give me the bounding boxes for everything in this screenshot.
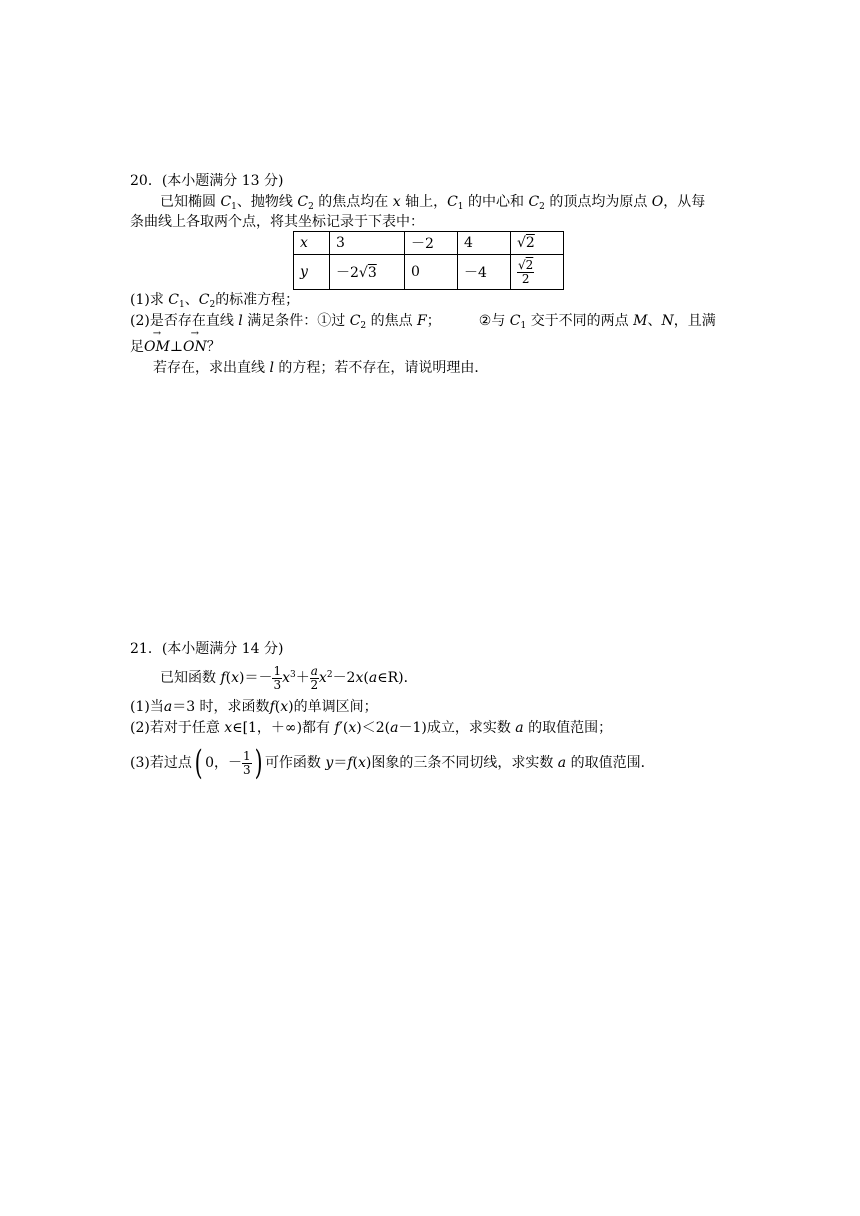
table-cell: 0 bbox=[405, 255, 458, 290]
coordinate-table bbox=[293, 231, 564, 290]
table-row-y bbox=[294, 255, 564, 290]
q20-header: 20．(本小题满分 13 分) bbox=[130, 173, 284, 189]
q21-part2: (2)若对于任意 x∈[1，＋∞)都有 f′(x)＜2(a－1)成立，求实数 a 的取值范围； bbox=[130, 720, 613, 736]
q21-header: 21．(本小题满分 14 分) bbox=[130, 641, 284, 657]
table-cell: －2 bbox=[405, 232, 458, 255]
q21-part1: (1)当a＝3 时，求函数f(x)的单调区间； bbox=[130, 699, 378, 715]
q20-part1: (1)求 $C_1$、$C_2$的标准方程； bbox=[130, 292, 300, 310]
q20-part2-line2: 足 → OM⊥ → ON？ bbox=[130, 328, 221, 355]
table-cell: －4 bbox=[458, 255, 511, 290]
q20-intro-line2: 条曲线上各取两个点，将其坐标记录于下表中： bbox=[130, 214, 424, 230]
table-cell: 4 bbox=[458, 232, 511, 255]
table-row-x bbox=[294, 232, 564, 255]
q20-part2-line3: 若存在，求出直线 l 的方程；若不存在，请说明理由． bbox=[153, 360, 489, 376]
table-cell: $\frac{√2}{2}$ bbox=[511, 255, 564, 290]
q20-intro-line1: 已知椭圆 $C_1$、抛物线 $C_2$ 的焦点均在 x 轴上，$C_1$ 的中心和 $C_2$ 的顶点均为原点 O，从每 bbox=[160, 194, 706, 212]
q21-part3: (3)若过点( 0，－ $\frac{1}{3}$ ) 可作函数 y＝f(x)图象的三条不同切线，求实数 a 的取值范围． bbox=[130, 743, 655, 783]
q20-part2-line1: (2)是否存在直线 l 满足条件：①过 $C_2$ 的焦点 F； ②与 $C_1$ 交于不同的两点 M、N，且满 bbox=[130, 313, 716, 331]
table-cell: －2√3 bbox=[330, 255, 405, 290]
table-row-label: x bbox=[294, 232, 330, 255]
table-cell: 3 bbox=[330, 232, 405, 255]
vector-on: → ON bbox=[182, 328, 207, 355]
vector-om: → OM bbox=[144, 328, 170, 355]
table-cell: √2 bbox=[511, 232, 564, 255]
q21-function: 已知函数 f(x)＝－ $\frac{1}{3}$ $x^3+$ $\frac{a}{2}$ $x^2-2x(a\in R)$． bbox=[160, 663, 418, 692]
table-row-label: y bbox=[294, 255, 330, 290]
